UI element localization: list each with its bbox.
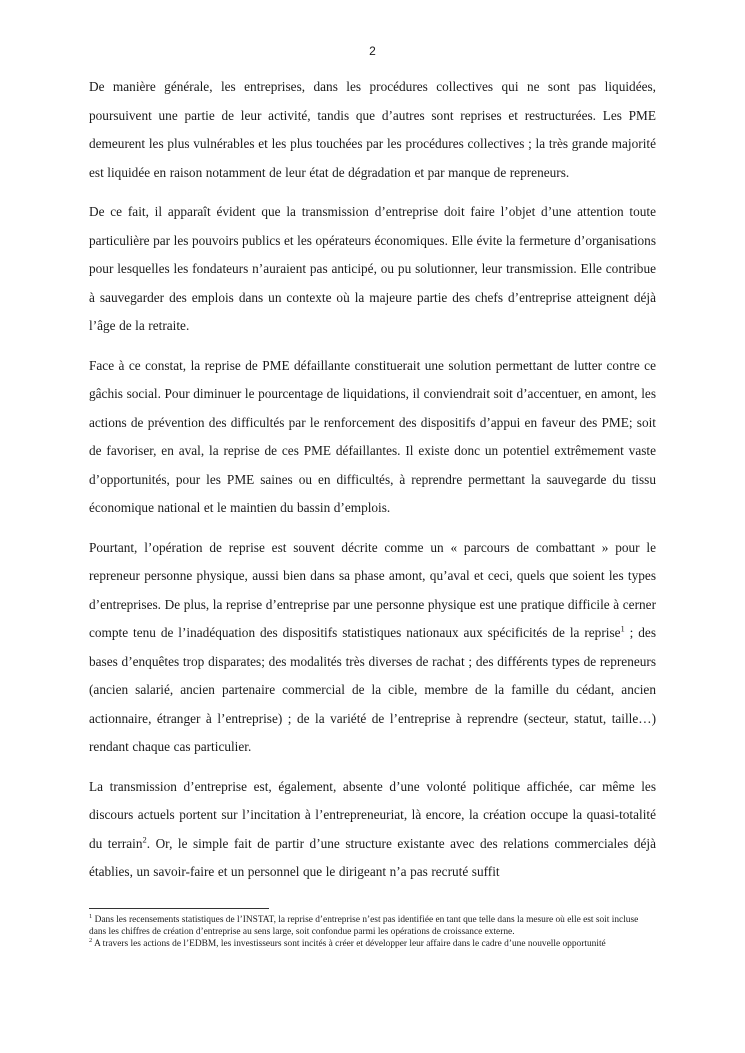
footnote-separator xyxy=(89,908,269,909)
paragraph: De manière générale, les entreprises, dans les procédures collectives qui ne sont pas liquidées, poursuivent une partie de leur activité, tandis que d’autres sont reprises et restructurées. Les PME demeurent les plus vulnérables et les plus touchées par les procédures collectives ; la très grande majorité est liquidée en raison notamment de leur état de dégradation et par manque de repreneurs. xyxy=(89,79,656,180)
paragraph xyxy=(89,773,656,887)
footnotes xyxy=(89,914,656,951)
footnote-text: A travers les actions de l’EDBM, les investisseurs sont incités à créer et développer leur affaire dans le cadre d’une nouvelle opportunité xyxy=(92,939,606,950)
paragraph-text: La transmission d’entreprise est, également, absente d’une volonté politique affichée, car même les discours actuels portent sur l’incitation à l’entrepreneuriat, là encore, la création occupe la quasi-totalité du terrain xyxy=(89,778,656,851)
footnote-number: 2 xyxy=(89,937,93,945)
page-number: 2 xyxy=(369,44,376,58)
footnote-text: Dans les recensements statistiques de l’INSTAT, la reprise d’entreprise n’est pas identifiée en tant que telle dans la mesure où elle est soit incluse dans les chiffres de création d’entreprise au sens large, soit confondue parmi les opérations de croissance externe. xyxy=(89,915,639,938)
body-text xyxy=(89,73,656,898)
paragraph-text: Pourtant, l’opération de reprise est souvent décrite comme un « parcours de combattant » pour le repreneur personne physique, aussi bien dans sa phase amont, qu’aval et ceci, quels que soient les types d’entreprises. De plus, la reprise d’entreprise par une personne physique est une pratique difficile à cerner compte tenu de l’inadéquation des dispositifs statistiques nationaux aux spécificités de la reprise xyxy=(89,539,656,640)
footnote-number: 1 xyxy=(89,912,93,920)
paragraph: Face à ce constat, la reprise de PME défaillante constituerait une solution permettant de lutter contre ce gâchis social. Pour diminuer le pourcentage de liquidations, il conviendrait soit d’accentuer, en amont, les actions de prévention des difficultés par le renforcement des dispositifs d’appui en faveur des PME; soit de favoriser, en aval, la reprise de ces PME défaillantes. Il existe donc un potentiel extrêmement vaste d’opportunités, pour les PME saines ou en difficultés, à reprendre permettant la sauvegarde du tissu économique national et le maintien du bassin d’emplois. xyxy=(89,357,656,515)
footnote-ref-2[interactable]: 2 xyxy=(142,834,147,845)
footnote-1 xyxy=(89,914,656,938)
paragraph-text: ; des bases d’enquêtes trop disparates; des modalités très diverses de rachat ; des différents types de repreneurs (ancien salarié, ancien partenaire commercial de la cible, membre de la famille du cédant, ancien actionnaire, étranger à l’entreprise) ; de la variété de l’entreprise à reprendre (secteur, statut, taille…) rendant chaque cas particulier. xyxy=(89,625,656,754)
paragraph: De ce fait, il apparaît évident que la transmission d’entreprise doit faire l’objet d’une attention toute particulière par les pouvoirs publics et les opérateurs économiques. Elle évite la fermeture d’organisations pour lesquelles les fondateurs n’auraient pas anticipé, ou pu solutionner, leur transmission. Elle contribue à sauvegarder des emplois dans un contexte où la majeure partie des chefs d’entreprise atteignent déjà l’âge de la retraite. xyxy=(89,204,656,333)
paragraph xyxy=(89,534,656,762)
footnote-2 xyxy=(89,938,656,950)
footnote-ref-1[interactable]: 1 xyxy=(620,623,625,634)
paragraph-text: . Or, le simple fait de partir d’une structure existante avec des relations commerciales déjà établies, un savoir-faire et un personnel que le dirigeant n’a pas recruté suffit xyxy=(89,835,656,879)
